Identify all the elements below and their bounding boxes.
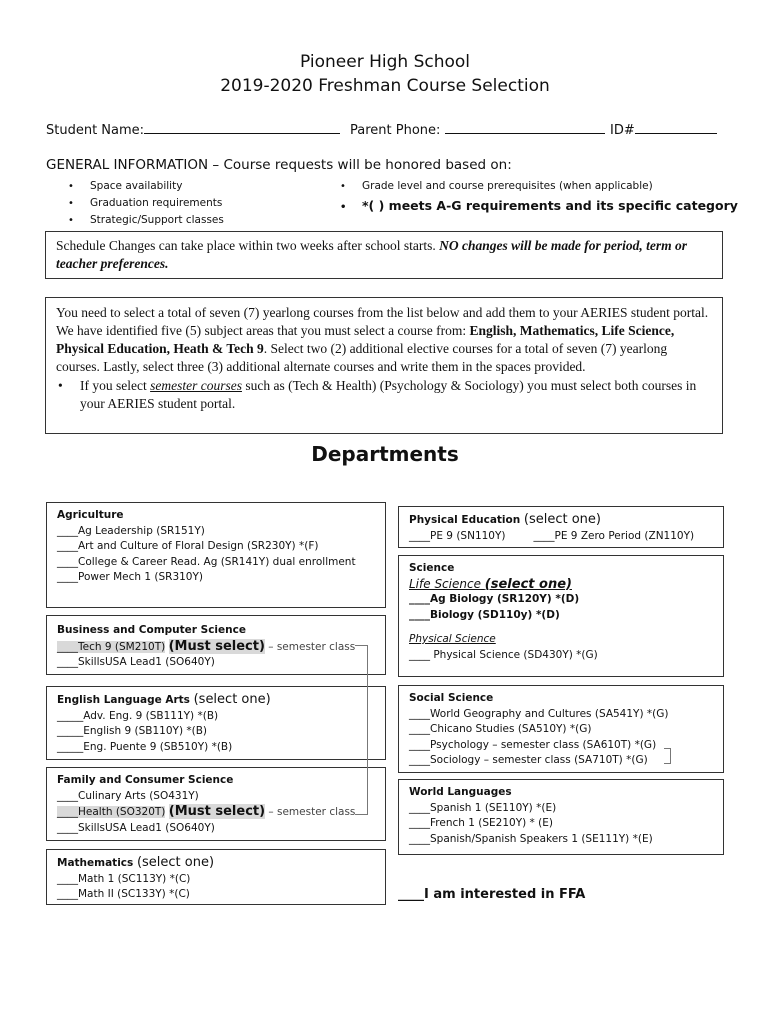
schedule-text: Schedule Changes can take place within two weeks after school starts. [56,238,440,253]
parent-phone-blank[interactable] [445,120,605,134]
course-item[interactable]: ____Math 1 (SC113Y) *(C) [57,872,191,885]
select-one-label: (select one) [523,512,601,527]
course-item[interactable]: ____ Physical Science (SD430Y) *(G) [409,648,598,661]
social-heading: Social Science [409,692,494,704]
science-box [398,555,724,677]
bullet-post: such as (Tech & Health) (Psychology & Sociology) you must select both courses in your AERIES student portal. [80,378,697,411]
pe-heading [409,512,713,529]
list-item: • Graduation requirements [68,195,224,212]
math-heading-text: Mathematics [57,857,134,869]
course-item[interactable]: ____Ag Biology (SR120Y) *(D) [409,593,580,605]
student-name-label: Student Name: [46,123,145,138]
general-info-right-list [340,178,738,216]
english-heading-text: English Language Arts [57,694,190,706]
select-one-label: (select one) [193,692,271,707]
course-item[interactable]: ____SkillsUSA Lead1 (SO640Y) [57,656,215,668]
pe-heading-text: Physical Education [409,514,521,526]
schedule-changes-box [45,231,723,279]
select-one-label: (select one) [136,855,215,870]
ffa-interest[interactable]: ____I am interested in FFA [398,887,586,902]
semester-pair-bracket [355,645,368,815]
form-title: 2019-2020 Freshman Course Selection [220,76,550,96]
id-blank[interactable] [635,120,717,134]
school-name: Pioneer High School [300,52,470,72]
list-item: • Grade level and course prerequisites (when applicable) [340,178,738,195]
course-item[interactable]: ____Sociology – semester class (SA710T) *(G) [409,754,648,766]
semester-courses-link: semester courses [150,378,242,393]
course-item[interactable]: ____SkillsUSA Lead1 (SO640Y) [57,821,215,834]
schedule-emphasis: NO changes will be made for period, term or teacher preferences. [56,238,688,271]
parent-phone-label: Parent Phone: [350,123,441,138]
course-item[interactable]: ____Culinary Arts (SO431Y) [57,789,199,802]
science-heading: Science [409,562,455,574]
bullet-icon: • [58,378,63,393]
course-item[interactable]: ____Power Mech 1 (SR310Y) [57,571,203,583]
family-consumer-box [46,767,386,841]
math-box [46,849,386,905]
course-item[interactable]: ____Math II (SC133Y) *(C) [57,888,190,900]
course-item-tech9[interactable] [57,639,375,656]
agriculture-heading: Agriculture [57,509,124,521]
world-languages-box [398,779,724,855]
business-box [46,615,386,675]
instructions-part1: You need to select a total of seven (7) yearlong courses from the list below and add them to your AERIES student portal. We have identified five (5) subject areas that you must select a course from: [56,305,709,338]
math-heading [57,855,375,872]
agriculture-box [46,502,386,608]
course-item[interactable]: ____College & Career Read. Ag (SR141Y) dual enrollment [57,555,356,568]
instructions-box [45,297,723,434]
course-item[interactable]: ____World Geography and Cultures (SA541Y) *(G) [409,707,669,720]
course-item[interactable]: ____Biology (SD110y) *(D) [409,608,560,621]
must-select-badge: (Must select) [168,638,265,654]
business-heading: Business and Computer Science [57,624,246,636]
id-field [610,120,717,138]
course-item[interactable]: _____Adv. Eng. 9 (SB111Y) *(B) [57,709,219,722]
tech9-course: Tech 9 (SM210T) [78,640,166,653]
tech9-blank: ____ [57,640,78,653]
course-item[interactable]: _____Eng. Puente 9 (SB510Y) *(B) [57,740,233,753]
course-item[interactable]: ____Chicano Studies (SA510Y) *(G) [409,723,592,735]
list-item: • Space availability [68,178,224,195]
course-item[interactable]: ____Spanish 1 (SE110Y) *(E) [409,801,557,814]
course-item[interactable]: ____French 1 (SE210Y) * (E) [409,817,553,829]
course-item[interactable]: ____Art and Culture of Floral Design (SR230Y) *(F) [57,540,319,552]
must-select-badge: (Must select) [168,804,266,819]
list-item: • Strategic/Support classes [68,212,224,229]
list-item: • *( ) meets A-G requirements and its specific category [340,198,738,216]
semester-note: – semester class [268,806,356,818]
course-item[interactable]: ____Psychology – semester class (SA610T) *(G) [409,738,657,751]
course-item-health[interactable] [57,804,375,821]
id-label: ID# [610,123,635,138]
physical-science-heading: Physical Science [409,633,496,645]
departments-title: Departments [311,442,459,466]
english-box [46,686,386,760]
bullet-pre: If you select [80,378,151,393]
parent-phone-field [350,120,605,138]
course-item[interactable]: _____English 9 (SB110Y) *(B) [57,725,208,737]
student-name-blank[interactable] [144,120,340,134]
select-one-label: (select one) [484,576,572,592]
psych-soc-bracket [664,748,671,764]
general-info-heading: GENERAL INFORMATION – Course requests will be honored based on: [46,157,512,173]
life-science-heading [409,577,713,593]
life-science-heading-text: Life Science [409,576,481,591]
instructions-bullet [56,377,712,413]
course-item[interactable]: ____PE 9 Zero Period (ZN110Y) [533,529,695,542]
health-course: Health (SO320T) [78,806,166,818]
instructions-part2: . Select two (2) additional elective courses for a total of seven (7) yearlong courses. Lastly, select three (3) additional alternate courses and write them in the spaces provided. [56,341,668,374]
languages-heading: World Languages [409,786,512,798]
course-item[interactable]: ____PE 9 (SN110Y) [409,529,506,542]
english-heading [57,692,375,709]
pe-box [398,506,724,548]
family-heading: Family and Consumer Science [57,774,234,786]
health-blank: ____ [57,806,78,818]
course-item[interactable]: ____Ag Leadership (SR151Y) [57,524,205,537]
social-science-box [398,685,724,773]
semester-note: – semester class [268,640,356,653]
general-info-left-list [68,178,224,229]
course-item[interactable]: ____Spanish/Spanish Speakers 1 (SE111Y) *(E) [409,832,653,845]
student-name-field [46,120,340,138]
pe-items [409,529,713,545]
instructions-subjects: English, Mathematics, Life Science, Physical Education, Heath & Tech 9 [56,323,675,356]
